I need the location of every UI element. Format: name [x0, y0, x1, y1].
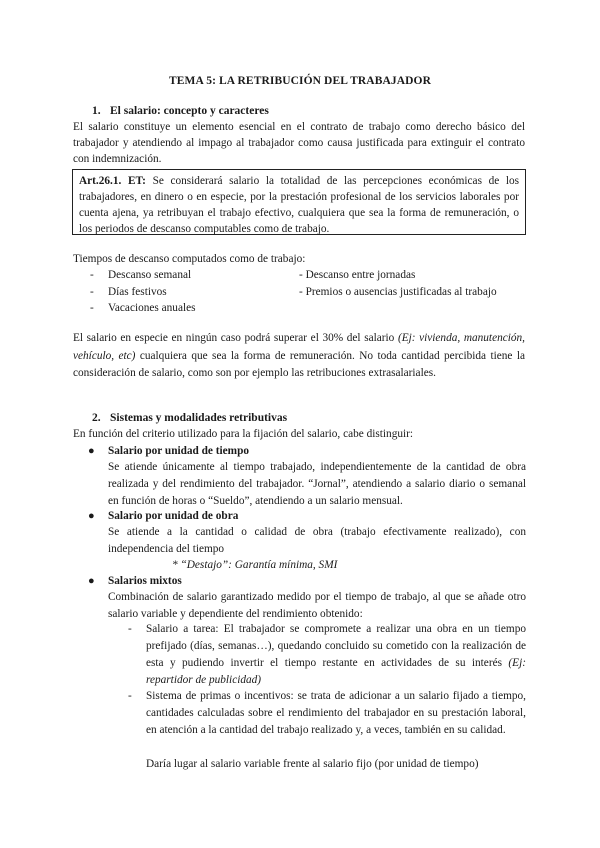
page-title: TEMA 5: LA RETRIBUCIÓN DEL TRABAJADOR	[169, 75, 431, 87]
kind-examples: (Ej: vivienda, manutención, vehículo, etc)	[73, 332, 526, 362]
bullet-item-heading: ● Salario por unidad de tiempo	[88, 445, 250, 457]
section-1-heading	[92, 103, 269, 119]
article-text: Se considerará salario la totalidad de las percepciones económicas de los trabajadores, en dinero o en especie, por la prestación profesional de los servicios laborales por cuenta ajena, ya retribuyan el trabajo efectivo, cualquiera que sea la forma de remuneración, o los periodos de descanso computables como de trabajo.	[79, 175, 520, 235]
list-item: - Vacaciones anuales	[90, 302, 196, 314]
section-2-intro-text: En función del criterio utilizado para la fijación del salario, cabe distinguir:	[73, 428, 414, 440]
bullet-item-heading: ● Salario por unidad de obra	[88, 510, 239, 522]
bullet-item-heading: ● Salarios mixtos	[88, 575, 182, 587]
sub-item-dash: -	[128, 690, 132, 702]
sub-item-extra: Daría lugar al salario variable frente al salario fijo (por unidad de tiempo)	[146, 758, 479, 770]
rest-intro	[73, 251, 525, 267]
sub-item-text: Salario a tarea: El trabajador se compromete a realizar una obra en un tiempo prefijado (días, semanas…), quedando concluido su cometido con la realización de esta y pudiendo invertir el tiempo restante en actividades de su interés (Ej: repartidor de publicidad)	[146, 623, 526, 686]
bullet-item-text: Se atiende a la cantidad o calidad de obra (trabajo efectivamente realizado), con independencia del tiempo	[108, 526, 526, 555]
rest-intro-text: Tiempos de descanso computados como de trabajo:	[73, 253, 306, 265]
destajo-note: * “Destajo”: Garantía mínima, SMI	[172, 559, 338, 571]
section-1-intro-text: El salario constituye un elemento esencial en el contrato de trabajo como derecho básico del trabajador y atendiendo al impago al trabajador como causa justificada para extinguir el contrato con indemnización.	[73, 121, 525, 165]
sub-item-dash: -	[128, 623, 132, 635]
section-2-title: Sistemas y modalidades retributivas	[110, 412, 288, 424]
section-1-intro	[73, 119, 525, 167]
section-2-heading	[92, 410, 287, 426]
section-1-number: 1.	[92, 105, 101, 117]
list-item: - Descanso semanal	[90, 269, 192, 281]
section-2-number: 2.	[92, 412, 101, 424]
bullet-item-text: Se atiende únicamente al tiempo trabajado, independientemente de la cantidad de obra realizada y del rendimiento del trabajador. “Jornal”, atendiendo a salario diario o semanal en función de horas o “Sueldo”, atendiendo a un salario mensual.	[108, 461, 526, 507]
section-2-intro	[73, 426, 525, 442]
sub-item-text: Sistema de primas o incentivos: se trata de adicionar a un salario fijado a tiempo, cantidades calculadas sobre el rendimiento del trabajador en su prestación laboral, en atención a la cantidad del trabajo realizado y, a veces, también en su calidad.	[146, 690, 526, 736]
sub-item-example: (Ej: repartidor de publicidad)	[146, 657, 526, 686]
salary-in-kind-paragraph: El salario en especie en ningún caso podrá superar el 30% del salario (Ej: vivienda, manutención, vehículo, etc) cualquiera que sea la forma de remuneración. No toda cantidad percibida tiene la consideración de salario, como son por ejemplo las retribuciones extrasalariales.	[73, 332, 526, 379]
bullet-item-text: Combinación de salario garantizado medido por el tiempo de trabajo, al que se añade otro salario variable y dependiente del rendimiento obtenido:	[108, 591, 526, 620]
list-item: - Descanso entre jornadas	[299, 269, 416, 281]
section-1-title: El salario: concepto y caracteres	[110, 105, 269, 117]
article-box	[72, 169, 526, 235]
list-item: - Días festivos	[90, 286, 167, 298]
article-reference: Art.26.1. ET:	[79, 175, 146, 187]
list-item: - Premios o ausencias justificadas al trabajo	[299, 286, 497, 298]
